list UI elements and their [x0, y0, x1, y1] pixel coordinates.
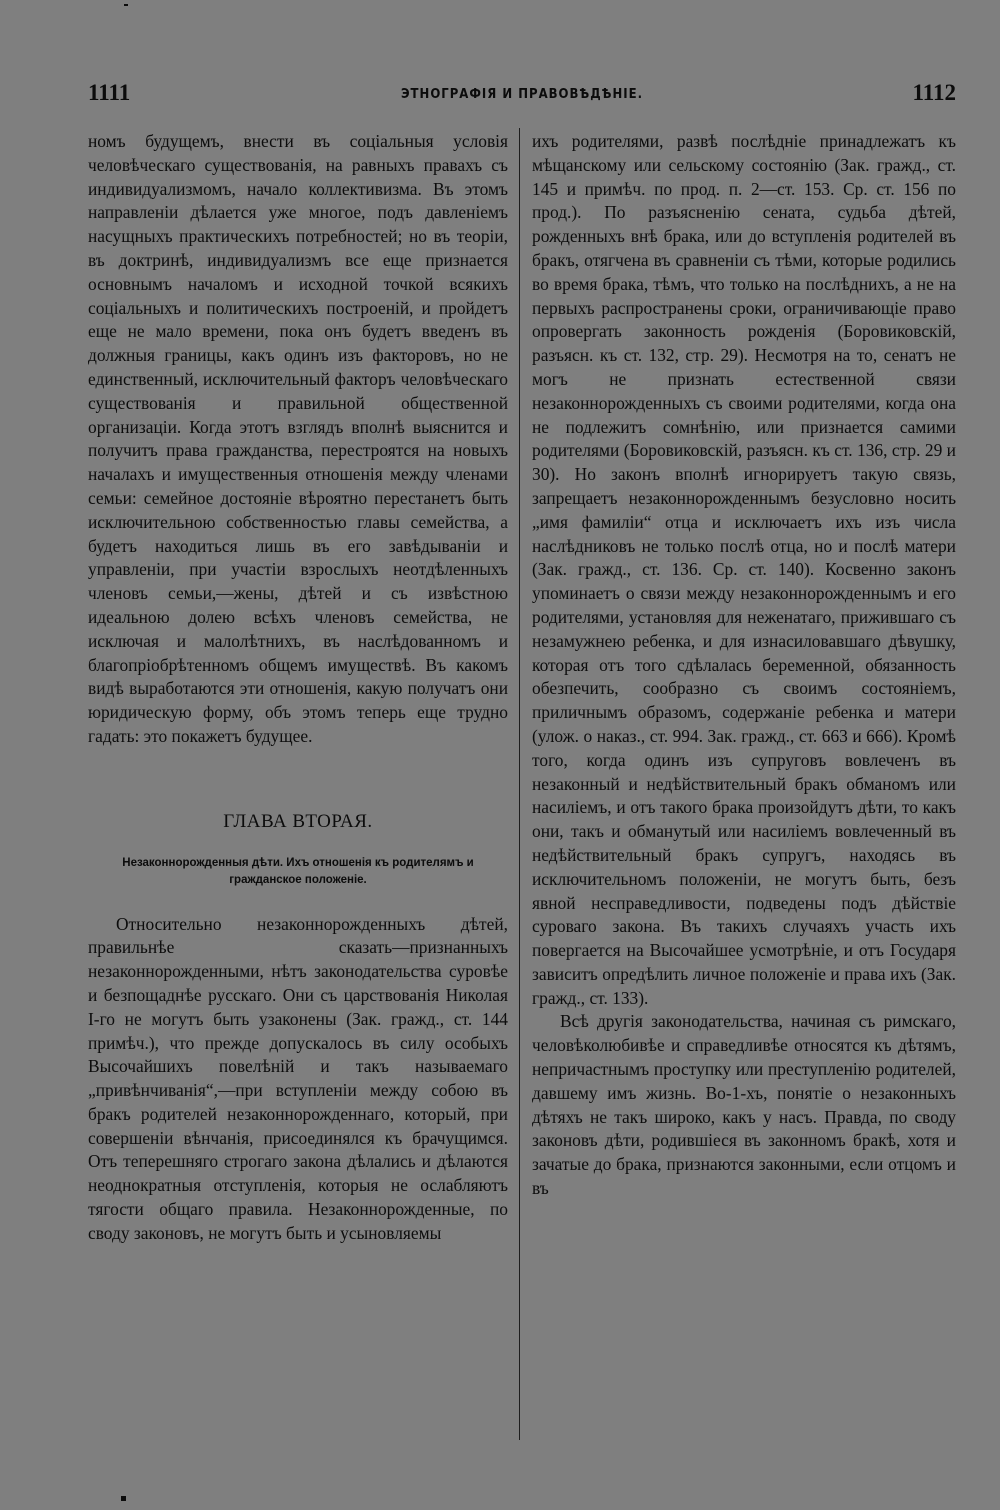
chapter-title: ГЛАВА ВТОРАЯ. [223, 810, 373, 832]
running-head: ЭТНОГРАФІЯ И ПРАВОВѢДѢНІЕ. [400, 87, 644, 102]
print-speck [124, 4, 128, 6]
left-paragraph-chapter-start: Относительно незаконнорожденныхъ дѣтей, правильнѣе сказать—признанныхъ незаконнорожденными, нѣтъ законодательства суровѣе и безпощаднѣе русскаго. Они съ царствованія Николая I-го не могутъ быть узаконены (Зак. гражд., ст. 144 примѣч.), что прежде допускалось въ силу особыхъ Высочайшихъ повелѣній и такъ называемаго „привѣнчиванія“,—при вступленіи между собою въ бракъ родителей незаконнорожденнаго, который, при совершеніи вѣнчанія, присоединялся къ брачущимся. Отъ теперешняго строгаго закона дѣлались и дѣлаются неоднократныя отступленія, которыя не ослабляютъ тягости общаго правила. Незаконнорожденные, по своду законовъ, не могутъ быть и усыновляемы [88, 913, 508, 1243]
chapter-subtitle: Незаконнорожденныя дѣти. Ихъ отношенія къ родителямъ и гражданское положеніе. [122, 856, 474, 886]
left-paragraph-continued: номъ будущемъ, внести въ соціальныя условія человѣческаго существованія, на равныхъ правахъ съ индивидуализмомъ, начало коллективизма. Въ этомъ направленіи дѣлается уже многое, подъ давленіемъ насущныхъ практическихъ потребностей; но въ теоріи, въ доктринѣ, индивидуализмъ все еще признается основнымъ началомъ и исходной точкой всякихъ соціальныхъ и политическихъ построеній, и пройдетъ еще не мало времени, пока онъ будетъ введенъ въ должныя границы, какъ одинъ изъ факторовъ, но не единственный, исключительный факторъ человѣческаго существованія и правильной общественной организаціи. Когда этотъ взглядъ вполнѣ выяснится и получитъ права гражданства, перестроятся на новыхъ началахъ и имущественныя отношенія между членами семьи: семейное достояніе вѣроятно перестанетъ быть исключительною собственностью главы семейства, а будетъ находиться лишь въ его завѣдываніи и управленіи, при участіи взрослыхъ неотдѣленныхъ членовъ семьи,—жены, дѣтей и съ извѣстною идеальною долею всѣхъ членовъ семейства, не исключая и малолѣтнихъ, въ наслѣдованномъ и благопріобрѣтенномъ общемъ имуществѣ. Въ какомъ видѣ выработаются эти отношенія, какую получатъ они юридическую форму, объ этомъ теперь еще трудно гадать: это покажетъ будущее. [88, 131, 508, 746]
column-divider [519, 128, 520, 1440]
print-speck [121, 1496, 126, 1501]
page-number-right: 1112 [912, 80, 956, 105]
right-paragraph-new: Всѣ другія законодательства, начиная съ римскаго, человѣколюбивѣе и справедливѣе относятся къ дѣтямъ, непричастнымъ проступку или преступленію родителей, давшему имъ жизнь. Во-1-хъ, понятіе о незаконныхъ дѣтяхъ не такъ широко, какъ у насъ. Правда, по своду законовъ дѣти, родившіеся въ законномъ бракѣ, хотя и зачатые до брака, признаются законными, если отцомъ и въ [532, 1011, 956, 1199]
left-column [88, 130, 508, 1246]
right-paragraph-continued: ихъ родителями, развѣ послѣдніе принадлежатъ къ мѣщанскому или сельскому состоянію (Зак. гражд., ст. 145 и примѣч. по прод. п. 2—ст. 153. Ср. ст. 156 по прод.). По разъясненію сената, судьба дѣтей, рожденныхъ внѣ брака, или до вступленія родителей въ бракъ, отягчена въ сравненіи съ тѣми, которые родились во время брака, тѣмъ, что только на послѣднихъ, а не на первыхъ распространены сроки, ограничивающіе право опровергать законность рожденія (Боровиковскій, разъясн. къ ст. 132, стр. 29). Несмотря на то, сенатъ не могъ не признать естественной связи незаконнорожденныхъ съ своими родителями, когда она не подлежитъ сомнѣнію, или признается самими родителями (Боровиковскій, разъясн. къ ст. 136, стр. 29 и 30). Но законъ вполнѣ игнорируетъ такую связь, запрещаетъ незаконнорожденнымъ безусловно носить „имя фамиліи“ отца и исключаетъ ихъ изъ числа наслѣдниковъ не только послѣ отца, но и послѣ матери (Зак. гражд., ст. 136. Ср. ст. 140). Косвенно законъ упоминаетъ о связи между незаконнорожденнымъ и его родителями, установляя для неженатаго, прижившаго съ незамужнею ребенка, и для изнасиловавшаго дѣвушку, которая отъ того сдѣлалась беременной, обязанность обезпечить, сообразно съ своимъ состояніемъ, приличнымъ образомъ, содержаніе ребенка и матери (улож. о наказ., ст. 994. Зак. гражд., ст. 663 и 666). Кромѣ того, когда одинъ изъ супруговъ вовлеченъ въ незаконный и недѣйствительный бракъ обманомъ или насиліемъ, и отъ такого брака произойдутъ дѣти, то какъ они, такъ и обманутый или насиліемъ вовлеченный въ недѣйствительный бракъ супругъ, находясь въ исключительномъ положеніи, не могутъ быть, безъ явной несправедливости, подведены подъ дѣйствіе суроваго закона. Въ такихъ случаяхъ участь ихъ повергается на Высочайшее усмотрѣніе, и отъ Государя зависитъ опредѣлить личное положеніе и права ихъ (Зак. гражд., ст. 133). [532, 131, 956, 1008]
page-header [88, 80, 956, 114]
page-number-left: 1111 [88, 80, 131, 105]
right-column [532, 130, 956, 1201]
